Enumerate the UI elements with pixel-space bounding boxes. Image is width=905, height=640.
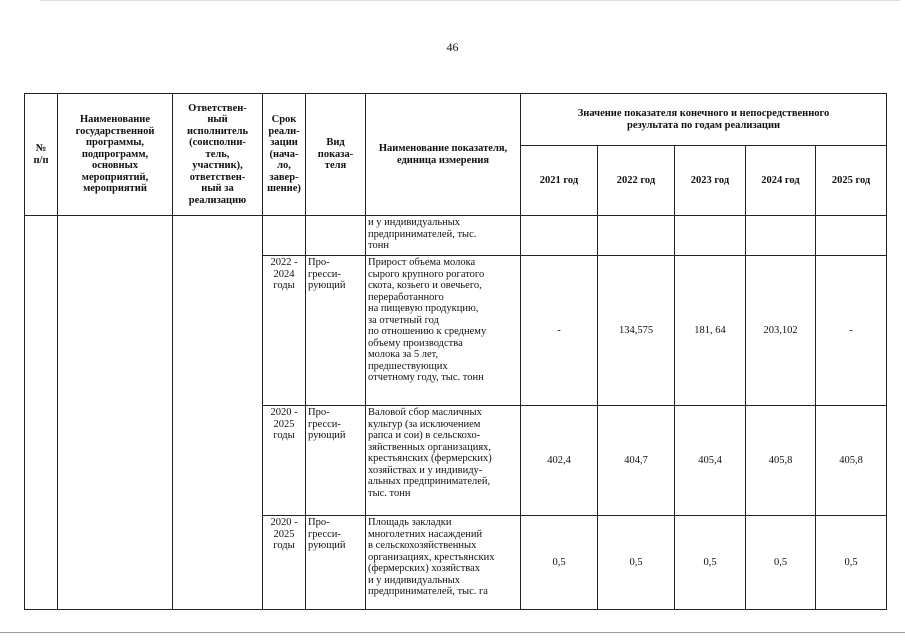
cell-value-2023: 405,4: [675, 406, 746, 516]
cell-value-2025: 0,5: [816, 516, 887, 610]
header-year-2022: 2022 год: [598, 146, 675, 216]
header-responsible: Ответствен- ный исполнитель (соисполни- тель, участник), ответствен- ный за реализацию: [173, 94, 263, 216]
cell-value-2021: [521, 216, 598, 256]
cell-value-2024: [746, 216, 816, 256]
cell-value-2025: [816, 216, 887, 256]
header-indicator-type: Вид показа- теля: [306, 94, 366, 216]
header-term: Срок реали- зации (нача- ло, завер- шение): [263, 94, 306, 216]
cell-value-2024: 405,8: [746, 406, 816, 516]
cell-term: [263, 216, 306, 256]
bottom-scan-edge: [0, 632, 905, 633]
cell-value-2021: 402,4: [521, 406, 598, 516]
cell-type: Про- гресси- рующий: [306, 516, 366, 610]
indicator-table: [24, 93, 887, 610]
cell-value-2021: -: [521, 256, 598, 406]
cell-program: [58, 216, 173, 610]
header-values-group: Значение показателя конечного и непосредственного результата по годам реализации: [521, 94, 887, 146]
top-scan-edge: [40, 0, 900, 1]
header-year-2023: 2023 год: [675, 146, 746, 216]
cell-type: Про- гресси- рующий: [306, 256, 366, 406]
header-program: Наименование государственной программы, подпрограмм, основных мероприятий, мероприятий: [58, 94, 173, 216]
cell-value-2021: 0,5: [521, 516, 598, 610]
cell-responsible: [173, 216, 263, 610]
cell-indicator: Площадь закладки многолетних насаждений в сельскохозяйственных организациях, крестьянских (фермерских) хозяйствах и у индивидуальных предпринимателей, тыс. га: [366, 516, 521, 610]
cell-term: 2022 - 2024 годы: [263, 256, 306, 406]
header-year-2024: 2024 год: [746, 146, 816, 216]
cell-value-2024: 0,5: [746, 516, 816, 610]
cell-term: 2020 - 2025 годы: [263, 516, 306, 610]
cell-value-2024: 203,102: [746, 256, 816, 406]
cell-value-2025: -: [816, 256, 887, 406]
header-indicator-name: Наименование показателя, единица измерения: [366, 94, 521, 216]
table-row: [25, 216, 887, 256]
cell-type: Про- гресси- рующий: [306, 406, 366, 516]
cell-value-2022: [598, 216, 675, 256]
page-number: 46: [446, 40, 459, 54]
cell-value-2022: 0,5: [598, 516, 675, 610]
cell-type: [306, 216, 366, 256]
header-year-2021: 2021 год: [521, 146, 598, 216]
cell-value-2025: 405,8: [816, 406, 887, 516]
header-year-2025: 2025 год: [816, 146, 887, 216]
cell-value-2023: 181, 64: [675, 256, 746, 406]
cell-indicator: и у индивидуальных предпринимателей, тыс. тонн: [366, 216, 521, 256]
cell-number: [25, 216, 58, 610]
cell-term: 2020 - 2025 годы: [263, 406, 306, 516]
cell-indicator: Прирост объема молока сырого крупного рогатого скота, козьего и овечьего, переработанного на пищевую продукцию, за отчетный год по отношению к среднему объему производства молока за 5 лет, предшествующих отчетному году, тыс. тонн: [366, 256, 521, 406]
header-number: № п/п: [25, 94, 58, 216]
cell-value-2022: 134,575: [598, 256, 675, 406]
cell-value-2023: 0,5: [675, 516, 746, 610]
cell-indicator: Валовой сбор масличных культур (за исключением рапса и сои) в сельскохо- зяйственных организациях, крестьянских (фермерских) хозяйствах и у индивиду- альных предпринимателей, тыс. тонн: [366, 406, 521, 516]
cell-value-2022: 404,7: [598, 406, 675, 516]
cell-value-2023: [675, 216, 746, 256]
